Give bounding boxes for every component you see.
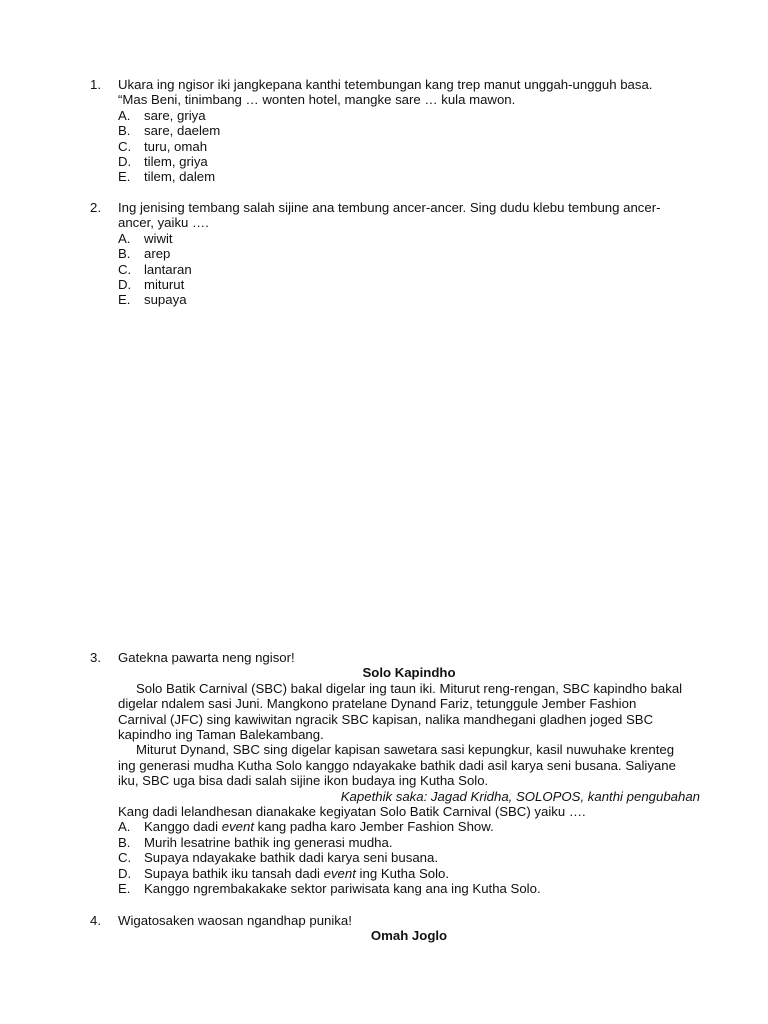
article-title: Solo Kapindho (362, 665, 456, 681)
option-d: D. tilem, griya (118, 154, 208, 170)
option-a: A. wiwit (118, 230, 173, 246)
option-a: A. sare, griya (118, 107, 206, 123)
option-d: D. miturut (118, 277, 185, 293)
option-b: B. arep (118, 246, 171, 262)
article-title: Omah Joglo (370, 928, 448, 944)
option-c: C. lantaran (118, 261, 192, 277)
question-text: Kang dadi lelandhesan dianakake kegiyatan Solo Batik Carnival (SBC) yaiku …. (118, 804, 586, 820)
question-4 (90, 913, 700, 944)
option-d: D. Supaya bathik iku tansah dadi event ing Kutha Solo. (118, 865, 450, 881)
option-a: A. Kanggo dadi event kang padha karo Jember Fashion Show. (118, 819, 494, 835)
question-text: “Mas Beni, tinimbang … wonten hotel, mangke sare … kula mawon. (118, 92, 516, 108)
option-c: C. turu, omah (118, 138, 208, 154)
question-number: 4. (90, 913, 101, 928)
question-text: Ing jenising tembang salah sijine ana tembung ancer-ancer. Sing dudu klebu tembung ancer- (118, 200, 661, 215)
question-number: 2. (90, 200, 101, 215)
question-text: Ukara ing ngisor iki jangkepana kanthi tetembungan kang trep manut unggah-ungguh basa. (118, 77, 653, 92)
question-intro: Wigatosaken waosan ngandhap punika! (118, 913, 352, 928)
article-citation: Kapethik saka: Jagad Kridha, SOLOPOS, kanthi pengubahan (340, 788, 700, 804)
option-e: E. supaya (118, 292, 187, 308)
article-paragraph-1: Solo Batik Carnival (SBC) bakal digelar ing taun iki. Miturut reng-rengan, SBC kapindho bakal digelar ndalem sasi Juni. Mangkono pratelane Dynand Fariz, tetunggule Jember Fashion Carnival (JFC) sing kawiwitan ngracik SBC kapisan, nalika mandhegani gladhen joged SBC kapindho ing Taman Balekambang. (118, 680, 683, 743)
option-e: E. Kanggo ngrembakakake sektor pariwisata kang ana ing Kutha Solo. (118, 881, 541, 897)
article-paragraph-2: Miturut Dynand, SBC sing digelar kapisan sawetara sasi kepungkur, kasil nuwuhake krenteg ing generasi mudha Kutha Solo kanggo ndayakake bathik dadi asil karya seni busana. Saliyane iku, SBC uga bisa dadi salah sijine ikon budaya ing Kutha Solo. (118, 742, 676, 789)
option-b: B. sare, daelem (118, 123, 221, 139)
question-number: 1. (90, 77, 101, 92)
question-number: 3. (90, 650, 101, 665)
question-2 (90, 200, 700, 308)
option-c: C. Supaya ndayakake bathik dadi karya seni busana. (118, 850, 438, 866)
option-e: E. tilem, dalem (118, 169, 216, 185)
question-text: ancer, yaiku …. (118, 215, 209, 231)
option-b: B. Murih lesatrine bathik ing generasi mudha. (118, 834, 393, 850)
question-3 (90, 650, 700, 897)
question-1 (90, 77, 700, 185)
question-intro: Gatekna pawarta neng ngisor! (118, 650, 295, 665)
